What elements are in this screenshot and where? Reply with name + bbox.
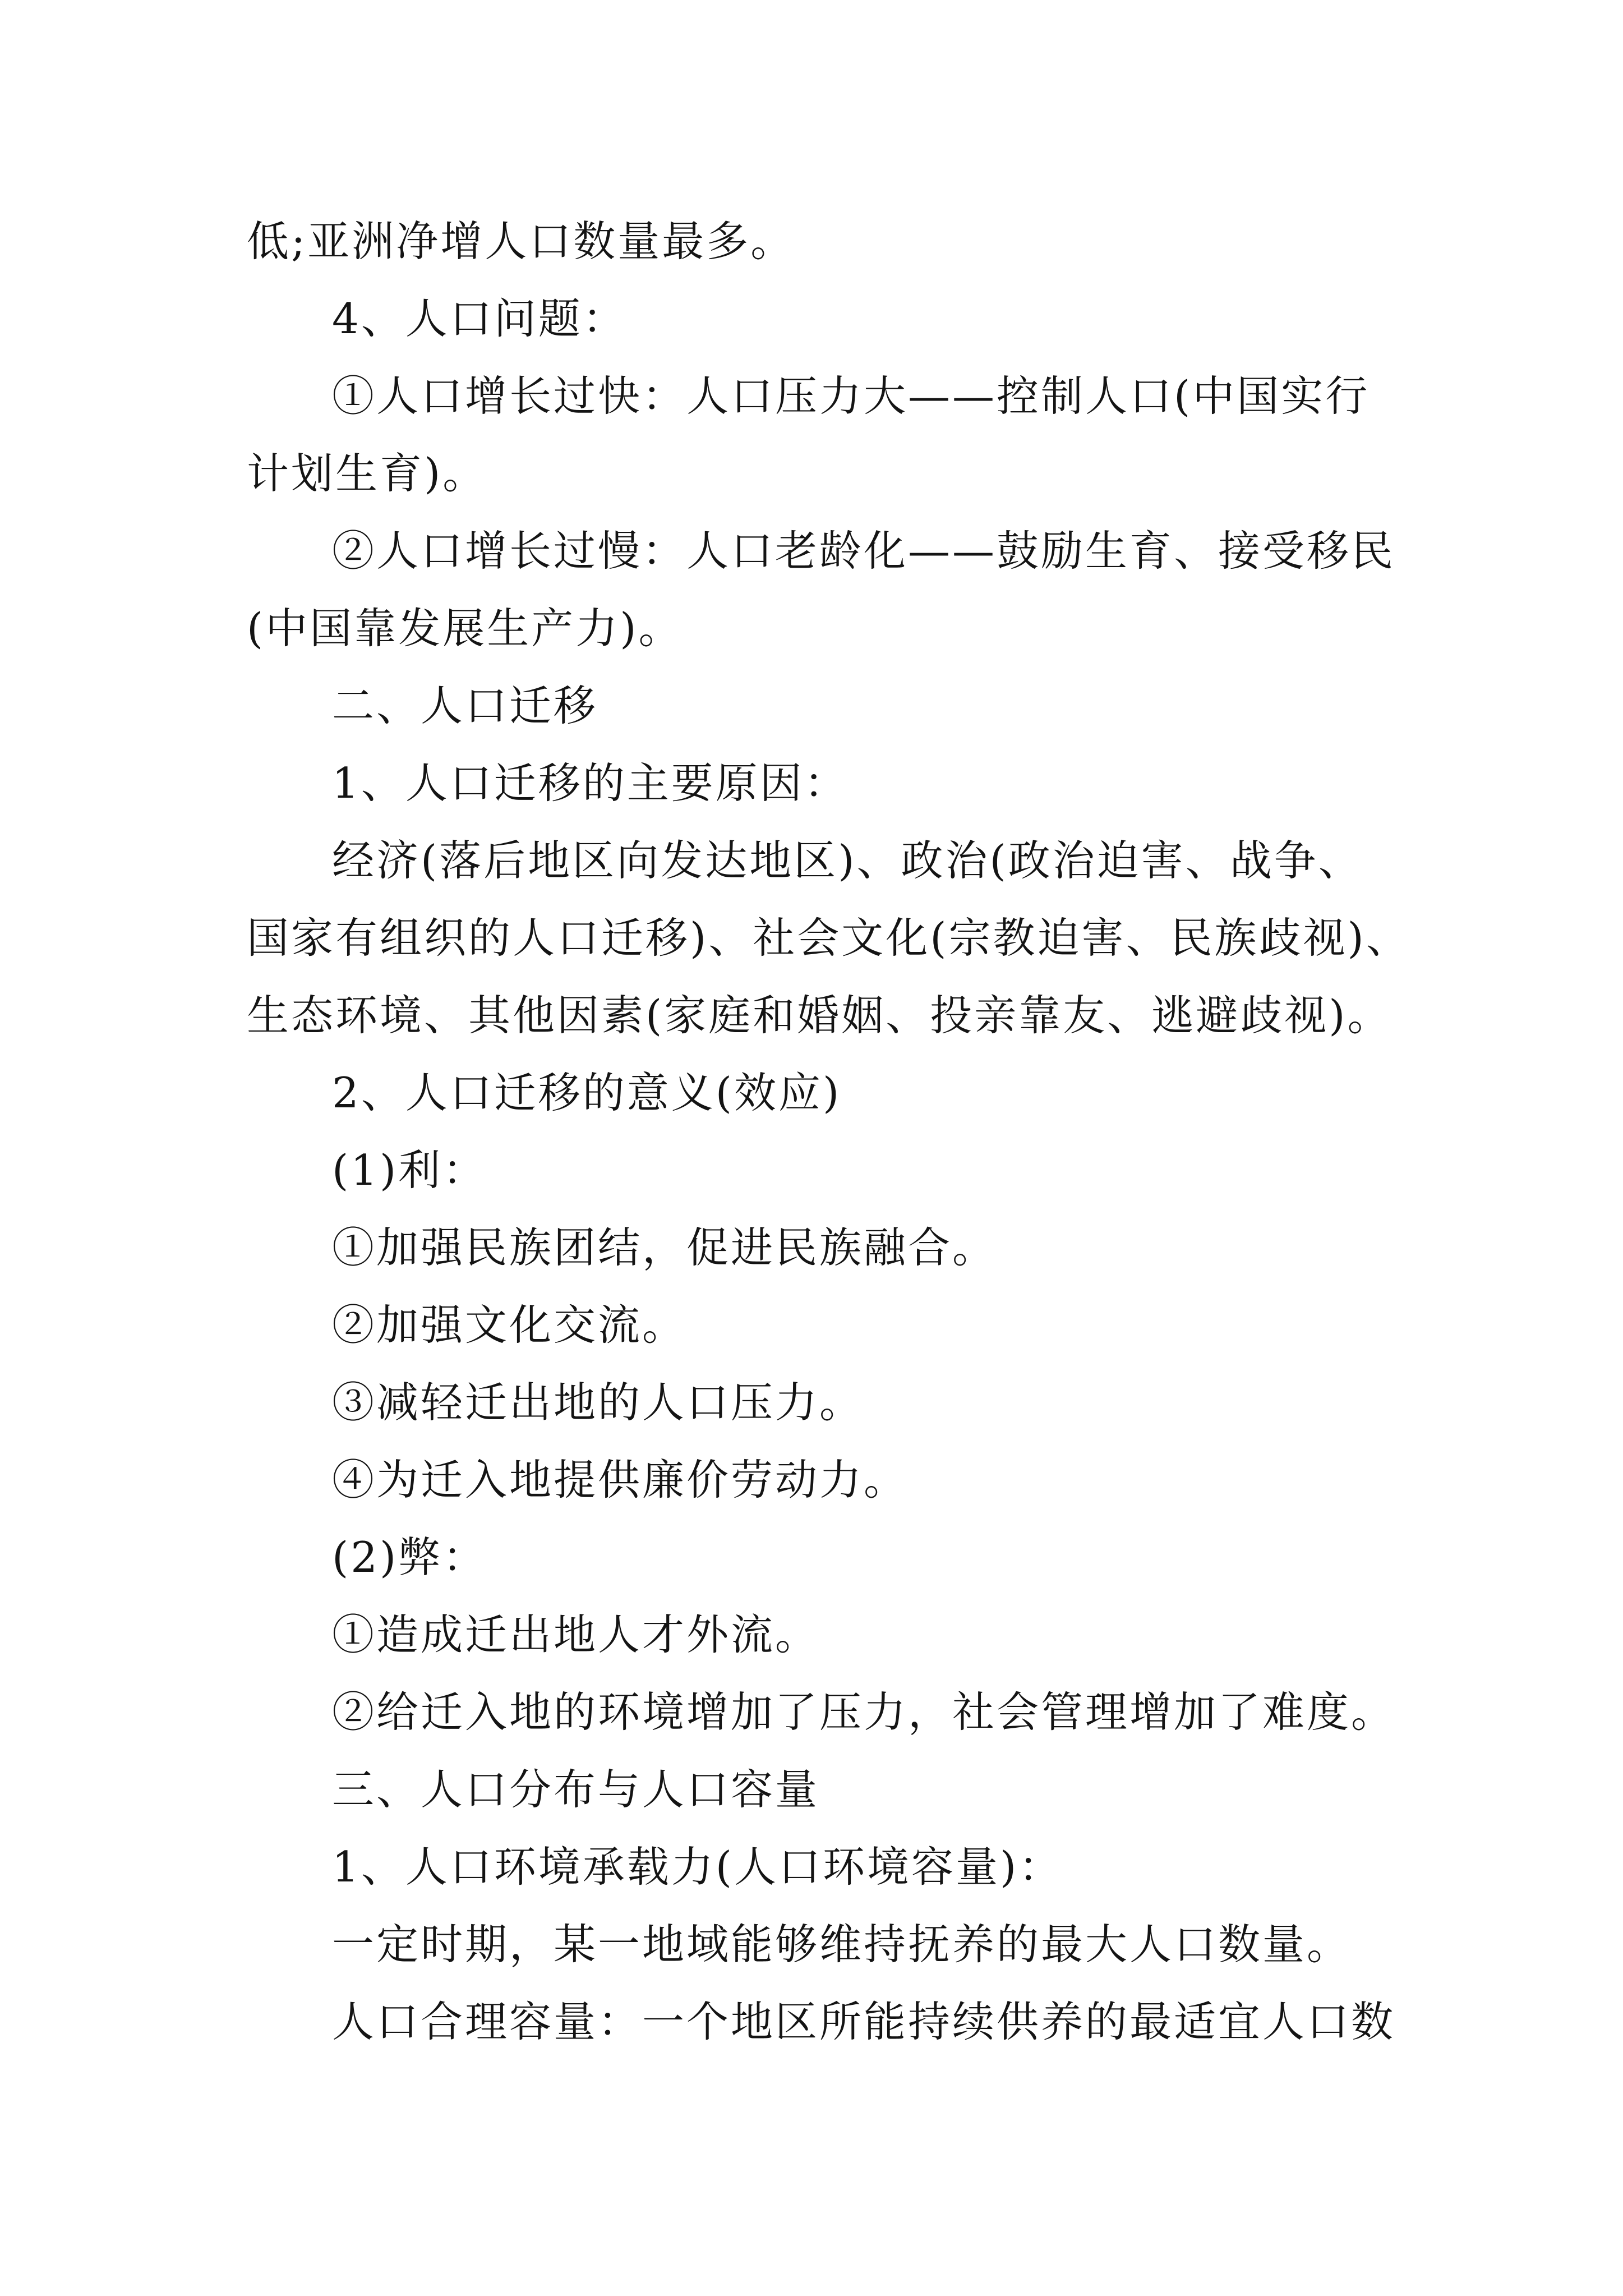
section-heading: 三、人口分布与人口容量 bbox=[332, 1765, 820, 1814]
section-heading: 二、人口迁移 bbox=[332, 681, 598, 730]
text-line: 低;亚洲净增人口数量最多。 bbox=[247, 217, 795, 266]
list-item: ②加强文化交流。 bbox=[332, 1300, 687, 1350]
list-item: ③减轻迁出地的人口压力。 bbox=[332, 1378, 864, 1427]
list-item: ②给迁入地的环境增加了压力，社会管理增加了难度。 bbox=[332, 1687, 1396, 1737]
subsection-heading: 1、人口环境承载力(人口环境容量)： bbox=[332, 1842, 1063, 1892]
text-line: (2)弊： bbox=[332, 1533, 487, 1582]
text-line: (中国靠发展生产力)。 bbox=[247, 604, 683, 653]
text-line: 4、人口问题： bbox=[332, 294, 627, 343]
text-line: 国家有组织的人口迁移)、社会文化(宗教迫害、民族歧视)、 bbox=[247, 913, 1410, 963]
text-line: 一定时期，某一地域能够维持抚养的最大人口数量。 bbox=[332, 1920, 1352, 1969]
text-line: 生态环境、其他因素(家庭和婚姻、投亲靠友、逃避歧视)。 bbox=[247, 991, 1392, 1040]
list-item: ①加强民族团结，促进民族融合。 bbox=[332, 1223, 997, 1272]
text-line: ①人口增长过快：人口压力大——控制人口(中国实行 bbox=[332, 371, 1370, 421]
text-line: 计划生育)。 bbox=[247, 449, 487, 498]
text-line: (1)利： bbox=[332, 1145, 487, 1195]
subsection-heading: 2、人口迁移的意义(效应) bbox=[332, 1068, 842, 1117]
text-line: 人口合理容量：一个地区所能持续供养的最适宜人口数 bbox=[332, 1997, 1396, 2046]
text-line: 经济(落后地区向发达地区)、政治(政治迫害、战争、 bbox=[332, 836, 1363, 885]
text-line: ②人口增长过慢：人口老龄化——鼓励生育、接受移民 bbox=[332, 526, 1396, 576]
subsection-heading: 1、人口迁移的主要原因： bbox=[332, 758, 849, 808]
list-item: ④为迁入地提供廉价劳动力。 bbox=[332, 1455, 909, 1504]
list-item: ①造成迁出地人才外流。 bbox=[332, 1610, 820, 1659]
